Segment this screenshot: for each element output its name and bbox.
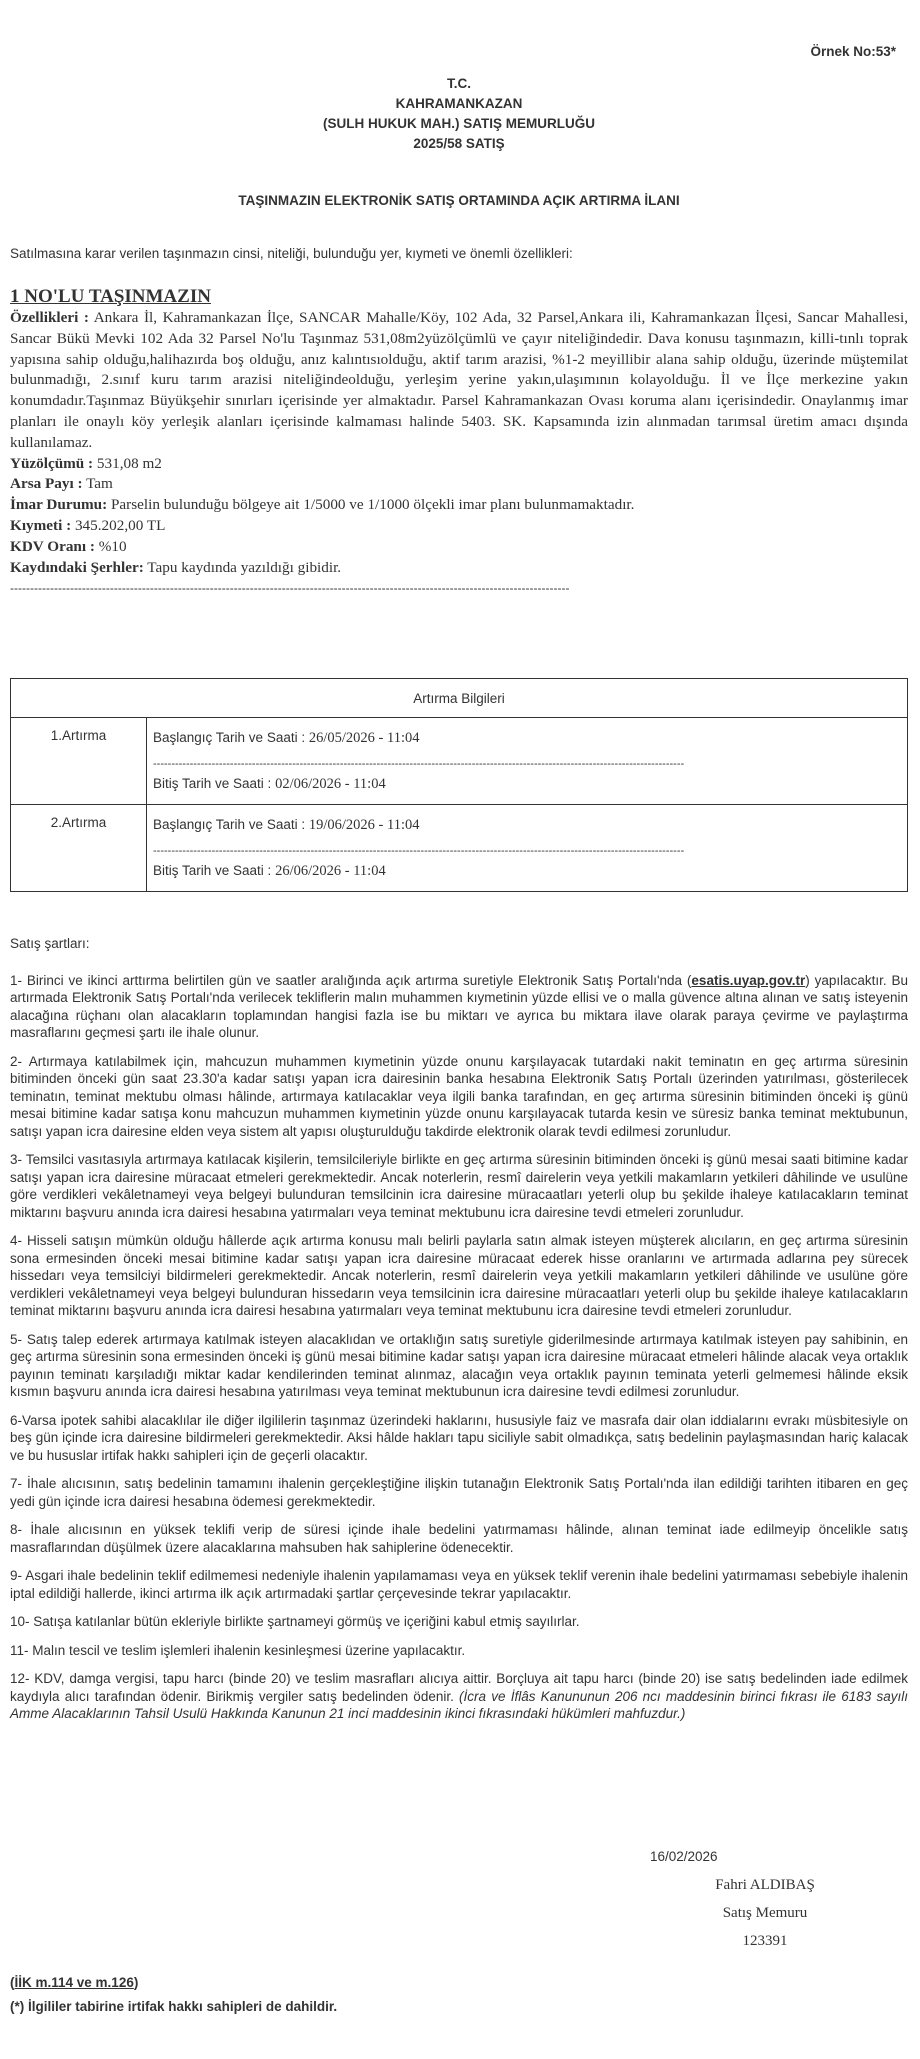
auction-info-table	[10, 678, 908, 892]
features-value: Ankara İl, Kahramankazan İlçe, SANCAR Mahalle/Köy, 102 Ada, 32 Parsel,Ankara ili, Kahramankazan İlçesi, Sancar Mahallesi, Sancar Bükü Mevki 102 Ada 32 Parsel No'lu Taşınmaz 531,08m2yüzölçümlü ve çayır niteliğindedir. Dava konusu taşınmazın, killi-tınlı toprak yapısına sahip olduğu,halihazırda boş olduğu, anız kalıntısıolduğu, aktif tarım arazisi, %1-2 meyillibir alana sahip olduğu, üzerinde müştemilat bulunmadığı, 2.sınıf kuru tarım arazisi niteliğindeolduğu, yerleşim yerine yakın,ulaşımının kolayolduğu. İl ve İlçe merkezine yakın konumdadır.Taşınmaz Büyükşehir sınırları içerisinde yer almaktadır. Parsel Kahramankazan Ovası koruma alanı içerisindedir. Onaylanmış imar planları ile onaylı köy yerleşik alanları içerisinde kalmaması halinde 5403. SK. Kapsamında izin alınmadan tarımsal üretim amacı dışında kullanılamaz.	[10, 309, 908, 451]
header-line-file: 2025/58 SATIŞ	[413, 136, 505, 151]
auction-table-title: Artırma Bilgileri	[11, 679, 908, 718]
condition-12: 12- KDV, damga vergisi, tapu harcı (binde 20) ve teslim masrafları alıcıya aittir. Borçluya ait tapu harcı (binde 20) ise satış bedelinden iade edilmek kaydıyla alıcı tarafından ödenir. Birikmiş vergiler satış bedelinden ödenir. (İcra ve İflâs Kanununun 206 ncı maddesinin birinci fıkrası ile 6183 sayılı Amme Alacaklarının Tahsil Usulü Hakkında Kanunun 21 inci maddesinin ikinci fıkrasındaki hükümleri mahfuzdur.)	[10, 1671, 908, 1721]
sale-conditions	[10, 935, 908, 1734]
condition-2: 2- Artırmaya katılabilmek için, mahcuzun muhammen kıymetinin yüzde onunu karşılayacak tutardaki nakit teminatın en geç artırma süresinin bitiminden önceki gün saat 23.30'a kadar satışı yapan icra dairesinin banka hesabına Elektronik Satış Portalı üzerinden yatırılması, gösterilecek teminatın, teminat mektubu olması hâlinde, artırmaya katılacaklar veya ilgili banka tarafından, en geç artırma süresinin bitiminden önceki iş günü mesai bitimine kadar satışa konu mahcuzun muhammen kıymetinin yüzde onunu karşılayacak tutarda kesin ve süresiz banka teminat mektubunun, satışı yapan icra dairesine elden veya sistem alt yapısı oluşturulduğu takdirde elektronik olarak tevdi edilmesi zorunludur.	[10, 1053, 908, 1139]
auction-end-value: 26/06/2026 - 11:04	[275, 863, 386, 879]
condition-8: 8- İhale alıcısının en yüksek teklifi verip de süresi içinde ihale bedelini yatırmaması hâlinde, alınan teminat iade edilmeyip öncelikle satış masraflarından düşülmek üzere alacaklarına mahsuben hak sahiplerine ödenecektir.	[10, 1522, 908, 1555]
condition-5: 5- Satış talep ederek artırmaya katılmak isteyen alacaklıdan ve ortaklığın satış suretiyle giderilmesinde artırmaya katılmak isteyen pay sahibinin, en geç artırma süresinin sona ermesinden önceki iş günü mesai bitimine kadar satışı yapan icra dairesine müracaat etmeleri hâlinde alacak veya ortaklık payının teminatı karşıladığı miktar kadar kendilerinden teminat alınmaz, alacağın veya ortaklık payının teminata yeterli gelmemesi hâlinde eksik kısmın başvuru anında icra dairesi hesabına yatırılması veya teminat mektubunun icra dairesine tevdi edilmesi zorunludur.	[10, 1331, 908, 1399]
annotations-label: Kaydındaki Şerhler:	[10, 558, 144, 576]
area-label: Yüzölçümü :	[10, 454, 94, 472]
document-header	[10, 74, 908, 154]
property-share	[10, 474, 908, 495]
property-area	[10, 454, 908, 475]
auction-end: Bitiş Tarih ve Saati : 26/06/2026 - 11:04	[153, 863, 386, 879]
condition-9: 9- Asgari ihale bedelinin teklif edilmemesi nedeniyle ihalenin yapılamaması veya en yüksek teklif verenin ihale bedelini yatırmaması sebebiyle ihalenin iptal edildiği hallerde, ikinci artırma ilk açık artırmadaki şartlar çerçevesinde tekrar yapılacaktır.	[10, 1568, 908, 1601]
annotations-value: Tapu kaydında yazıldığı gibidir.	[143, 558, 342, 576]
signer-name: Fahri ALDIBAŞ	[715, 1877, 815, 1893]
announcement-title: TAŞINMAZIN ELEKTRONİK SATIŞ ORTAMINDA AÇIK ARTIRMA İLANI	[238, 193, 680, 208]
auction-start: Başlangıç Tarih ve Saati : 19/06/2026 - 11:04	[153, 817, 420, 833]
auction-end-value: 02/06/2026 - 11:04	[275, 776, 386, 792]
auction-start-value: 19/06/2026 - 11:04	[308, 817, 420, 833]
condition-1: 1- Birinci ve ikinci arttırma belirtilen gün ve saatler aralığında açık artırma suretiyle Elektronik Satış Portalı'nda (esatis.uyap.gov.tr) yapılacaktır. Bu artırmada Elektronik Satış Portalı'nda verilecek tekliflerin malın muhammen kıymetinin yüzde ellisi ve o malla güvence altına alınan ve satış isteyenin alacağına rüçhanı olan alacakların toplamından hangisi fazla ise bu miktarı ve ayrıca bu miktara ilave olarak paraya çevirme ve paylaştırma masraflarını geçmesi şartı ile ihale olunur.	[10, 972, 908, 1040]
property-heading: 1 NO'LU TAŞINMAZIN	[10, 286, 211, 307]
auction-row-label: 1.Artırma	[11, 718, 147, 805]
condition-12-legal-note: (İcra ve İflâs Kanununun 206 ncı maddesinin birinci fıkrası ile 6183 sayılı Amme Alacaklarının Tahsil Usulü Hakkında Kanunun 21 inci maddesinin ikinci fıkrasındaki hükümleri mahfuzdur.)	[10, 1688, 908, 1721]
auction-row-1	[11, 718, 908, 805]
auction-row-label: 2.Artırma	[11, 805, 147, 892]
condition-3: 3- Temsilci vasıtasıyla artırmaya katılacak kişilerin, temsilcileriyle birlikte en geç artırma süresinin bitiminden önceki iş günü mesai saati bitimine kadar satışı yapan icra dairesine müracaat etmeleri gerekmektedir. Ancak noterlerin, resmî dairelerin veya yetkili makamların yetkileri dâhilinde ve usulüne göre verdikleri vekâletnameyi veya belgeyi bulunduran temsilcinin icra dairesine müracaatları yeterli olup bu şekilde ihaleye katılacakların teminat miktarını başvuru anında icra dairesi hesabına yatırmaları veya teminat mektubunu icra dairesine tevdi etmeleri zorunludur.	[10, 1152, 908, 1220]
share-label: Arsa Payı :	[10, 475, 83, 493]
header-line-office: (SULH HUKUK MAH.) SATIŞ MEMURLUĞU	[323, 116, 595, 131]
section-divider: --------------------------------------------------------------------------------------------------------------------------------------------	[10, 581, 570, 596]
zoning-label: İmar Durumu:	[10, 496, 108, 514]
signer-id: 123391	[742, 1933, 788, 1949]
header-line-city: KAHRAMANKAZAN	[395, 96, 523, 111]
property-annotations	[10, 558, 908, 579]
share-value: Tam	[82, 475, 113, 493]
vat-value: %10	[94, 537, 127, 555]
auction-row-2	[11, 805, 908, 892]
document-footer	[10, 1971, 337, 2019]
footnote: (*) İlgililer tabirine irtifak hakkı sahipleri de dahildir.	[10, 1999, 338, 2014]
cell-divider: -------------------------------------------------------------------------------------------------------------------------------------------------	[153, 758, 685, 770]
property-section	[10, 286, 908, 599]
header-line-tc: T.C.	[446, 76, 471, 91]
condition-11: 11- Malın tescil ve teslim işlemleri ihalenin kesinleşmesi üzerine yapılacaktır.	[10, 1642, 466, 1658]
ornek-number: Örnek No:53*	[810, 44, 896, 59]
signer-title: Satış Memuru	[722, 1905, 808, 1921]
auction-table-header-row	[11, 679, 908, 718]
property-zoning	[10, 495, 908, 516]
features-label: Özellikleri :	[10, 309, 89, 326]
esatis-link[interactable]: esatis.uyap.gov.tr	[691, 972, 806, 988]
condition-4: 4- Hisseli satışın mümkün olduğu hâllerde açık artırma konusu malı belirli paylarla satın almak isteyen müşterek alıcıların, en geç artırma süresinin sona ermesinden önceki mesai bitimine kadar satışı yapan icra dairesine müracaat ederek hisse oranlarını ve artırmada adlarına pey sürecek hissedarı veya temsilciyi bildirmeleri gerekmektedir. Ancak noterlerin, resmî dairelerin veya yetkili makamların yetkileri dâhilinde ve usulüne göre verdikleri vekâletnameyi veya belgeyi bulunduran hissedarın veya temsilcinin icra dairesine müracaatları yeterli olup bu şekilde ihaleye katılacakların teminat miktarını başvuru anında icra dairesi hesabına yatırmaları veya teminat mektubunu icra dairesine tevdi etmeleri zorunludur.	[10, 1233, 908, 1318]
area-value: 531,08 m2	[93, 454, 162, 472]
auction-end: Bitiş Tarih ve Saati : 02/06/2026 - 11:04	[153, 776, 386, 792]
auction-start: Başlangıç Tarih ve Saati : 26/05/2026 - 11:04	[153, 730, 420, 746]
legal-reference: (İİK m.114 ve m.126)	[10, 1975, 139, 1990]
value-amount: 345.202,00 TL	[71, 516, 166, 534]
signature-block	[700, 1871, 830, 1955]
condition-10: 10- Satışa katılanlar bütün ekleriyle birlikte şartnameyi görmüş ve içeriğini kabul etmiş sayılırlar.	[10, 1614, 580, 1629]
property-value	[10, 516, 908, 537]
property-features	[10, 308, 908, 454]
condition-7: 7- İhale alıcısının, satış bedelinin tamamını ihalenin gerçekleştiğine ilişkin tutanağın Elektronik Satış Portalı'nda ilan edildiği tarihten itibaren en geç yedi gün içinde icra dairesi hesabına ödemesi gerekmektedir.	[10, 1476, 908, 1509]
legal-reference-text: İİK m.114 ve m.126	[14, 1975, 134, 1990]
zoning-value: Parselin bulunduğu bölgeye ait 1/5000 ve 1/1000 ölçekli imar planı bulunmamaktadır.	[107, 496, 635, 514]
condition-6: 6-Varsa ipotek sahibi alacaklılar ile diğer ilgililerin taşınmaz üzerindeki haklarını, hususiyle faiz ve masrafa dair olan iddialarını evrakı müsbitesiyle on beş gün içinde icra dairesine bildirmeleri gerekmektedir. Aksi hâlde hakları tapu siciliyle sabit olmadıkça, satış bedelinin paylaşmasından hariç kalacak ve bu hususlar irtifak hakkı sahipleri için de geçerli olacaktır.	[10, 1412, 908, 1463]
signature-date: 16/02/2026	[650, 1849, 718, 1864]
property-vat	[10, 537, 908, 558]
intro-text: Satılmasına karar verilen taşınmazın cinsi, niteliği, bulunduğu yer, kıymeti ve önemli özellikleri:	[10, 246, 573, 261]
auction-start-value: 26/05/2026 - 11:04	[308, 730, 420, 746]
cell-divider: -------------------------------------------------------------------------------------------------------------------------------------------------	[153, 845, 685, 857]
value-label: Kıymeti :	[10, 516, 72, 534]
conditions-title: Satış şartları:	[10, 936, 90, 951]
vat-label: KDV Oranı :	[10, 537, 95, 555]
